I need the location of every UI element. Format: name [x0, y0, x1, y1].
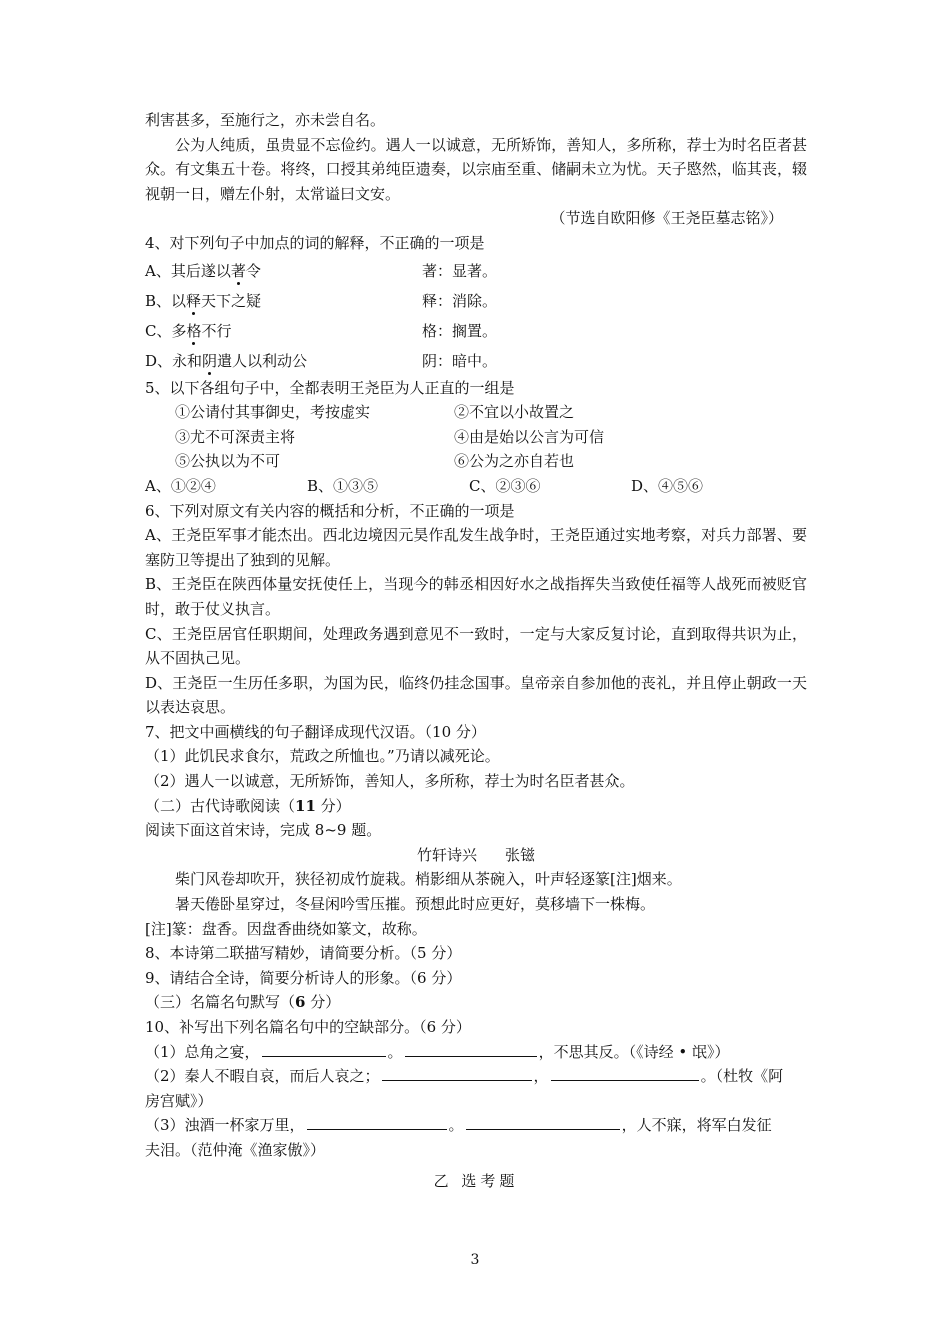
question-8: 8、本诗第二联描写精妙，请简要分析。（5 分）	[145, 944, 462, 963]
question-9: 9、请结合全诗，简要分析诗人的形象。（6 分）	[145, 968, 462, 987]
passage-paragraph: 公为人纯质，虽贵显不忘俭约。遇人一以诚意，无所矫饰，善知人，多所称，荐士为时名臣者甚众。有文集五十卷。将终，口授其弟纯臣遗奏，以宗庙至重、储嗣未立为忧。天子愍然，临其丧，辍视朝一日，赠左仆射，太常谥曰文安。	[145, 135, 807, 203]
poem-title: 竹轩诗兴 张镃	[416, 845, 536, 864]
q6-option-a: A、王尧臣军事才能杰出。西北边境因元昊作乱发生战争时，王尧臣通过实地考察，对兵力部署、要塞防卫等提出了独到的见解。	[145, 526, 807, 569]
q10-item-2-cont: 房宫赋》）	[145, 1091, 213, 1110]
question-5-stem: 5、以下各组句子中，全都表明王尧臣为人正直的一组是	[145, 378, 515, 397]
fill-blank[interactable]	[551, 1065, 699, 1081]
q7-sentence-1: （1）此饥民求食尔，荒政之所恤也。”乃请以减死论。	[145, 747, 500, 766]
document-page	[145, 108, 807, 1193]
question-10-stem: 10、补写出下列名篇名句中的空缺部分。（6 分）	[145, 1018, 471, 1036]
q10-item-3: （3）浊酒一杯家万里， 。 ，人不寐，将军白发征	[145, 1116, 772, 1135]
section-yi-heading: 乙 选考题	[433, 1171, 519, 1190]
poem-line-2: 暑天倦卧星穿过，冬昼闲吟雪压摧。预想此时应更好，莫移墙下一株梅。	[175, 895, 656, 914]
q5-items-row: ③尤不可深责主将 ④由是始以公言为可信	[175, 427, 605, 446]
dotted-word: 阴	[202, 351, 218, 370]
q10-item-2: （2）秦人不暇自哀，而后人哀之； ， 。（杜牧《阿	[145, 1067, 784, 1086]
dotted-word: 著	[230, 261, 246, 280]
q4-gloss: 释：消除。	[422, 291, 498, 310]
q4-gloss: 格：搁置。	[422, 321, 498, 340]
poem-note: [注]篆：盘香。因盘香曲绕如篆文，故称。	[145, 919, 427, 938]
question-4-stem: 4、对下列句子中加点的词的解释，不正确的一项是	[145, 233, 485, 252]
q4-option-a: A、其后遂以著令 著：显著。	[145, 256, 807, 286]
q5-items-row: ⑤公执以为不可 ⑥公为之亦自若也	[175, 452, 575, 471]
q10-item-3-cont: 夫泪。（范仲淹《渔家傲》）	[145, 1140, 326, 1159]
section-2-intro: 阅读下面这首宋诗，完成 8~9 题。	[145, 821, 382, 840]
q4-gloss: 阴：暗中。	[422, 351, 498, 370]
section-2-heading: （二）古代诗歌阅读（11 分）	[145, 796, 351, 815]
page-number: 3	[470, 1252, 480, 1268]
fill-blank[interactable]	[262, 1041, 386, 1057]
q7-sentence-2: （2）遇人一以诚意，无所矫饰，善知人，多所称，荐士为时名臣者甚众。	[145, 772, 635, 791]
dotted-word: 格	[186, 321, 202, 340]
q4-option-b: B、以释天下之疑 释：消除。	[145, 286, 807, 316]
q5-items-row: ①公请付其事御史，考按虚实 ②不宜以小故置之	[175, 403, 575, 422]
dotted-word: 释	[186, 291, 202, 310]
section-3-heading: （三）名篇名句默写（6 分）	[145, 993, 341, 1012]
fill-blank[interactable]	[382, 1065, 532, 1081]
q10-item-1: （1）总角之宴， 。 ，不思其反。（《诗经 • 氓》）	[145, 1042, 730, 1061]
fill-blank[interactable]	[405, 1041, 537, 1057]
q6-option-d: D、王尧臣一生历任多职，为国为民，临终仍挂念国事。皇帝亲自参加他的丧礼，并且停止朝政一天以表达哀思。	[145, 673, 807, 717]
poem-line-1: 柴门风卷却吹开，狭径初成竹旋栽。梢影细从茶碗入，叶声轻逐篆[注]烟来。	[175, 870, 682, 889]
q4-option-c: C、多格不行 格：搁置。	[145, 316, 807, 346]
question-7-stem: 7、把文中画横线的句子翻译成现代汉语。（10 分）	[145, 722, 486, 741]
fill-blank[interactable]	[307, 1114, 447, 1130]
q6-option-c: C、王尧臣居官任职期间，处理政务遇到意见不一致时，一定与大家反复讨论，直到取得共识为止，从不固执己见。	[145, 624, 807, 668]
question-6-stem: 6、下列对原文有关内容的概括和分析，不正确的一项是	[145, 501, 515, 520]
passage-line: 利害甚多，至施行之，亦未尝自名。	[145, 111, 386, 129]
q4-option-d: D、永和阴遣人以利动公 阴：暗中。	[145, 346, 807, 376]
passage-source: （节选自欧阳修《王尧臣墓志铭》）	[550, 209, 783, 228]
q6-option-b: B、王尧臣在陕西体量安抚使任上，当现今的韩丞相因好水之战指挥失当致使任福等人战死而被贬官时，敢于仗义执言。	[145, 575, 807, 618]
q5-choices: A、①②④ B、①③⑤ C、②③⑥ D、④⑤⑥	[145, 476, 704, 495]
q4-gloss: 著：显著。	[422, 261, 498, 280]
poem-author: 张镃	[505, 845, 536, 864]
fill-blank[interactable]	[466, 1114, 620, 1130]
